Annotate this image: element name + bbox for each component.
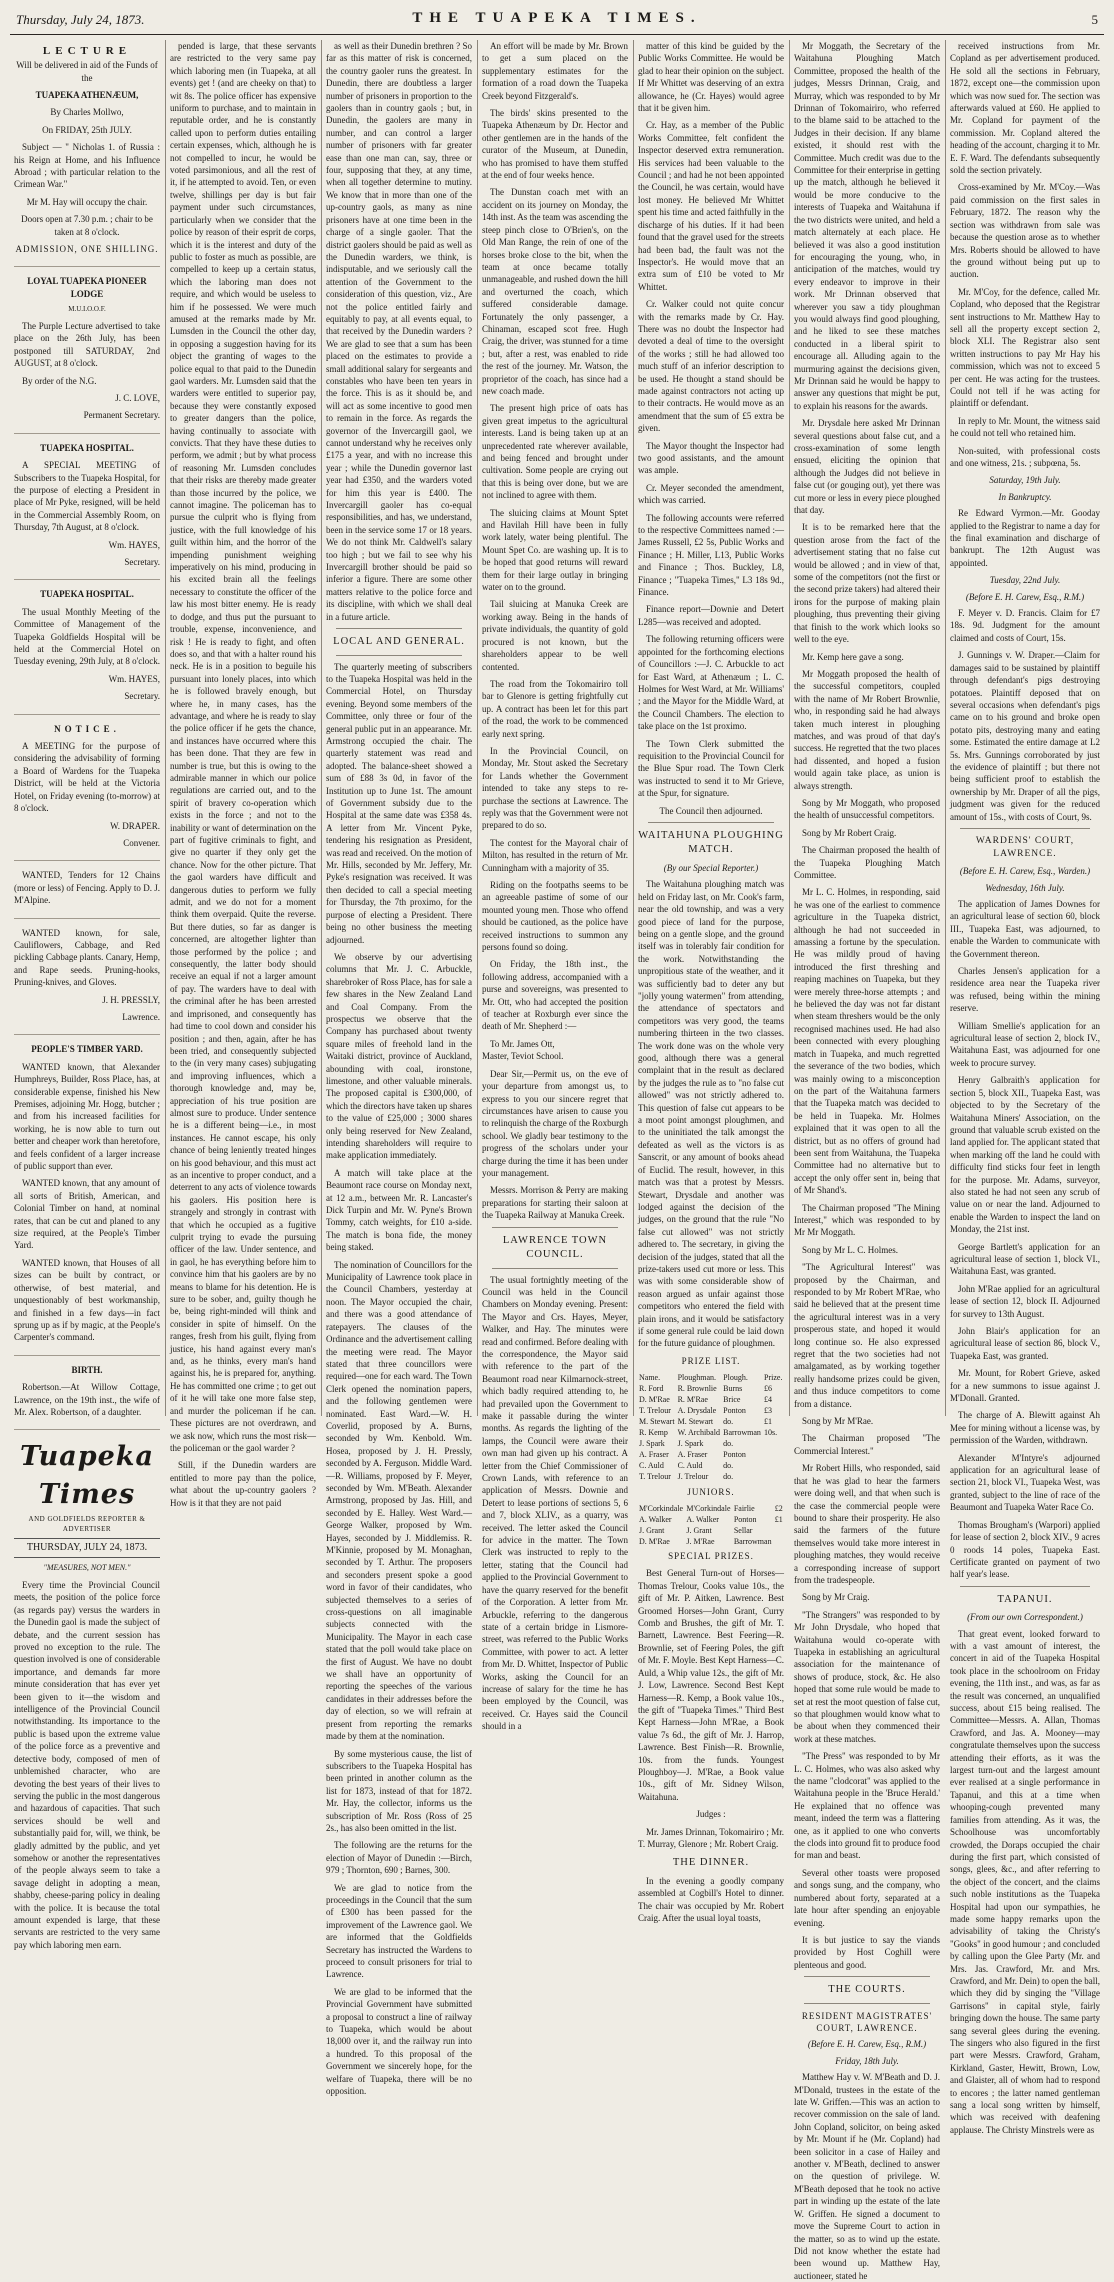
court-report: Non-suited, with professional costs and one witness, 21s. ; subpœna, 5s. bbox=[950, 445, 1100, 468]
section-heading: THE COURTS. bbox=[828, 1984, 906, 1996]
table-header-cell: Prize. bbox=[764, 1373, 783, 1383]
lecture-chair: Mr M. Hay will occupy the chair. bbox=[26, 196, 148, 207]
table-cell: R. M'Rae bbox=[677, 1395, 708, 1405]
juniors-title: JUNIORS. bbox=[687, 1486, 735, 1497]
dinner-report: The Chairman proposed "The Mining Interest," which was responded to by Mr Mr Moggath. bbox=[794, 1202, 940, 1238]
table-cell: £2 bbox=[774, 1503, 783, 1513]
masthead bbox=[0, 0, 1114, 36]
lodge-title: LOYAL TUAPEKA PIONEER LODGE bbox=[27, 276, 147, 299]
lecture-subject: Subject — " Nicholas 1. of Russia : his Reign at Home, and his Influence Abroad ; with particular relation to the Crimean War." bbox=[14, 142, 160, 190]
council-report: Cr. Meyer seconded the amendment, which was carried. bbox=[638, 482, 784, 506]
table-cell: £6 bbox=[764, 1384, 772, 1394]
notice-role: Convener. bbox=[123, 837, 160, 848]
dinner-report: "The Press" was responded to by Mr L. C. Holmes, who was also asked why the name "clodcorat" was applied to the Waitahuna people in the 'Bruce Herald.' He explained that no offence was meant, indeed the term was a flattering one, as it applied to one who converts the clods into ground fit to produce food for man and beast. bbox=[794, 1751, 940, 1861]
match-report: The Waitahuna ploughing match was held on Friday last, on Mr. Cook's farm, near the old township, and was a very good piece of land for the purpose, being on a gentle slope, and the ground itself was in tolerably fair condition for the work. Notwithstanding the unpropitious state of the weather, and it was sufficiently bad to deter any but "jolly young watermen" from attending, the attendance of spectators and competitors was very good, the teams numbering thirteen in the two classes. The work done was on the whole very good, although there was a general complaint that in the result as declared by the judges the rule as to "no false cut allowed" was not strictly adhered to. This question of false cut appears to be a moot point amongst ploughmen, and to the uninitiated the talk amongst the defeated as well as the victors is as Sanscrit, or any amount of books ahead of Euclid. The result, however, in this match was that a protest by Messrs. Stewart, Drysdale and another was lodged against the decision of the judges, on the ground that the rule "No false cut allowed" was not strictly adhered to. The secretary, in giving the decision of the judges, stated that all the prize-takers used cut more or less. This was with some considerable show of reason argued as unfair against those competitors who entered the field with plain irons, and it would be satisfactory if some general rule could be laid down for the future guidance of ploughmen. bbox=[638, 879, 784, 1349]
lecture-admission: ADMISSION, ONE SHILLING. bbox=[15, 244, 159, 255]
column-4 bbox=[482, 40, 628, 1732]
table-cell: £1 bbox=[774, 1514, 783, 1524]
section-divider bbox=[492, 1227, 618, 1228]
masthead-rule bbox=[10, 34, 1104, 35]
news-item: The birds' skins presented to the Tuapeka Athenæum by Dr. Hector and other gentlemen are in the hands of the curator of the Museum, at Dunedin, who has promised to have them stuffed at the end of four weeks hence. bbox=[482, 108, 628, 181]
dinner-report: Song by Mr L. C. Holmes. bbox=[802, 1244, 899, 1255]
table-cell bbox=[774, 1525, 784, 1536]
court-subheading: In Bankruptcy. bbox=[998, 491, 1052, 502]
lodge-body: The Purple Lecture advertised to take place on the 26th July, has been postponed till SATURDAY, 2nd AUGUST, at 8 o'clock. bbox=[14, 320, 160, 369]
news-item: The following are the returns for the election of Mayor of Dunedin :—Birch, 979 ; Thornton, 690 ; Barnes, 300. bbox=[326, 1840, 472, 1876]
dinner-report: Mr. Kemp here gave a song. bbox=[802, 651, 904, 662]
news-item: In the Provincial Council, on Monday, Mr. Stout asked the Secretary for Lands whether the Government intended to take any steps to re-purchase the sections at Lawrence. The reply was that the Government were not prepared to do so. bbox=[482, 745, 628, 831]
section-heading: THE DINNER. bbox=[672, 1857, 750, 1869]
table-header-cell: Name. bbox=[639, 1373, 661, 1383]
table-cell: T. Trelour bbox=[639, 1406, 671, 1416]
wanted-place: Lawrence. bbox=[122, 1011, 160, 1022]
lecture-ad bbox=[14, 40, 160, 267]
section-subheading: (By our Special Reporter.) bbox=[663, 862, 759, 873]
table-cell: Brice bbox=[723, 1395, 741, 1405]
lodge-signature: J. C. LOVE, bbox=[115, 392, 160, 403]
junior-table bbox=[638, 1503, 784, 1547]
table-cell bbox=[763, 1471, 784, 1482]
court-report: Henry Galbraith's application for section 5, block XII., Tuapeka East, was objected to by the Secretary of the Waitahuna Miners' Association, on the ground that valuable scrub existed on the land applied for. The applicant stated that when marking off the land he could with difficulty find sticks four feet in length for the purpose. Mr. Adams, surveyor, also stated he had not seen any scrub of value on or near the land. Adjourned to enable the Warden to inspect the land on Monday, the 21st inst. bbox=[950, 1075, 1100, 1235]
news-item: Dear Sir,—Permit us, on the eve of your departure from amongst us, to express to you our sincere regret that circumstances have arisen to cause you to relinquish the charge of the Roxburgh school. We gladly bear testimony to the progress of the scholars under your charge during the time it has been under your management. bbox=[482, 1068, 628, 1178]
section-divider bbox=[804, 2003, 930, 2004]
section-divider bbox=[804, 1976, 930, 1977]
junior-table-body bbox=[638, 1503, 784, 1547]
table-cell: J. Spark bbox=[677, 1439, 704, 1449]
table-cell: A. Walker bbox=[639, 1514, 672, 1524]
editorial-text: pended is large, that these servants are restricted to the very same pay which laboring men (in Tuapeka, at all events) get ! (and are cheeky on that) to wit 8s. The police officer has expensive uniform to purchase, and to maintain in reputable order, and he is constantly called upon to perform duties entailing certain expenses, which, although he is not compelled to incur, he would be voted parsimonious, and all the rest of it, if he attempted to avoid. Ten, or even twelve, shillings per day is but fair payment under such circumstances, particularly when we consider that the police by reason of their esprit de corps, which it is the interest and duty of the public to foster as much as possible, are compelled to keep up a certain status, which the laboring man does not require, and which would be useless to him if he possessed. We were much amused at the remarks made by Mr. Lumsden in the Council the other day, in opposing a suggestion having for its object the granting of wages to the police equal to that paid to the Dunedin gaol warders. Mr. Lumsden said that the warders were entitled to superior pay, because they were constantly exposed to greater dangers than the police, having continually to associate with convicts. That they have these duties to perform, we admit ; but by what process of reasoning Mr. Lumsden concludes that their risks are thereby made greater than those incurred by the police, we cannot imagine. The policeman has to pursue the culprit who is flying from justice, with the full knowledge of his guilt within him, and the horror of the impending punishment weighing imperatively on his mind, producing in his excited brain all the feelings necessary to constitute the officer of the law his most bitter enemy. He is ready to dodge, and thus put the pursuant to trouble, expense, inconvenience, and risk ! He is ready to fight, and often does so, and that with a halter round his neck. He is in a position to beguile his pursuant into lonely places, into which he is followed bravely enough, but where he, in many cases, has the advantage, and where he is ready to slay the police officer if he gets the chance, and instances have occurred where this has been done. That they are few in number is true, but this is owing to the admirable manner in which our police regulations are carried out, and to the spirit of bravery co-operation which exists in the force ; and not to the inability or want of determination on the part of fugitive criminals to fight, and give no quarter if they only get the chance. Now for the other picture. That the gaol warders have difficult and dangerous duties to perform we fully admit, and we do not for a moment think them overpaid. Quite the reverse. But there duties, so far as danger is concerned, are altogether lighter than those performed by the police ; and consequently, the latter body should receive an equal if not a larger amount of pay. The warders have to deal with the criminal after he has been arrested and imprisoned, and consequently has had time to cool down and consider his position ; and then, again, after he has been tried, and consequently subjected to the (in very many cases) subjugating and improving influences, which a thorough knowledge and, may be, appreciation of his true position are almost sure to produce. Under sentence he is a different being—i.e., in most instances. He cannot escape, his only chance of being leniently treated hinges on his good behaviour, and this must act as an incentive to proper conduct, and a deterrent to any acts of violence towards his gaolers. His position here is strangely and strongly in contrast with that which he occupied as a fugitive culprit trying to evade the pursuing officer of the law. Under sentence, and in gaol, he has everything before him to convince him that his gaolers are by no means to blame for his detention. He is sure to be sober, and, guilty though he be, being right-minded will think and consider in spite of himself. On the ranges, fresh from his guilt, flying from justice, his hand against every man's and, as he thinks, every man's hand against his, he is prepared for, anything. He has committed one crime ; to get out of it he will take one more false step, and murder the policeman if he can. These pictures are not overdrawn, and we ask now, which runs the most risk—the policeman or the gaol warder ? bbox=[170, 41, 316, 1453]
wanted-body: WANTED, Tenders for 12 Chains (more or less) of Fencing. Apply to D. J. M'Alpine. bbox=[14, 870, 160, 906]
dinner-report: Song by Mr Moggath, who proposed the health of unsuccessful competitors. bbox=[794, 797, 940, 821]
lodge-ad bbox=[14, 271, 160, 433]
court-report: In reply to Mr. Mount, the witness said he could not tell who retained him. bbox=[950, 415, 1100, 439]
prize-list-title: PRIZE LIST. bbox=[681, 1355, 741, 1366]
hospital-role: Secretary. bbox=[124, 691, 160, 702]
table-row bbox=[638, 1514, 784, 1525]
court-report: William Smellie's application for an agricultural lease of section 2, block IV., Waitahuna East, was adjourned for one week to procure survey. bbox=[950, 1020, 1100, 1068]
section-heading: WARDENS' COURT, LAWRENCE. bbox=[975, 835, 1075, 860]
correspondent-report: That great event, looked forward to with a vast amount of interest, the concert in aid of the Tuapeka Hospital took place in the schoolroom on Friday evening, the 11th inst., and was, as far as the result was concerned, an unqualified success, about £15 being realised. The Committee—Messrs. A. Allan, Thomas Crawford, and Jas. A. Mooney—may congratulate themselves upon the success attending their efforts, as it was the largest turn-out and the largest amount ever realised at a single performance in Tapanui, and this at a time when whooping-cough prevented many families from attending. As it was, the Schoolhouse was uncomfortably crowded, the Doraps occupied the chair during the first part, which consisted of songs, glees, &c., and after referring to the object of the concert, and the claims such noble institutions as the Tuapeka Hospital had upon our sympathies, he made some happy remarks upon the advisability of taking the Christy's "Gooks" in good humour ; and concluded by calling upon the Glee Party (Mr. and Mrs. Jas. Crawford, Mr. and Mrs. Crawford, and Mr. Dein) to open the ball, which they did by singing the "Village Garrisons" in capital style, fairly bringing down the house. The same party sang several glees during the evening. The singers who also figured in the first part were Messrs. Crawford, Graham, Kirkland, Gaster, Hewitt, Brown, Low, and Glaister, all of whom had to respond to encores ; the latter named gentleman sang a local song written by himself, which was received with deafening applause. The Christy Minstrels were as bbox=[950, 1628, 1100, 2135]
news-item: The Dunstan coach met with an accident on its journey on Monday, the 14th inst. As the team was ascending the steep pinch close to O'Brien's, on the Old Man Range, the rein of one of the horses broke close to the bit, when the team at once became totally unmanageable, and rushed down the hill and overturned the coach, which suffered considerable damage. Fortunately the only passenger, a Chinaman, escaped scot free. Hugh Craig, the driver, was stunned for a time ; but, after a rest, was enabled to ride the rest of the journey. Mr. Watson, the proprietor of the coach, has since had a new coach made. bbox=[482, 187, 628, 396]
table-cell: C. Auld bbox=[639, 1461, 664, 1471]
timber-wanted: WANTED known, that Alexander Humphreys, Builder, Ross Place, has, at considerable expense, finished his New Premises, adjoining Mr. Hogg, butcher ; and from his increased facilities for working, he is now able to turn out better and cheaper work than heretofore, and feels confident of a larger increase of public support than ever. bbox=[14, 1061, 160, 1172]
court-report: Charles Jensen's application for a residence area near the Tuapeka river was refused, being within the mining reserve. bbox=[950, 966, 1100, 1014]
birth-body: Robertson.—At Willow Cottage, Lawrence, on the 19th inst., the wife of Mr. Alex. Robertson, of a daughter. bbox=[14, 1382, 160, 1417]
table-cell: J. M'Rae bbox=[686, 1537, 715, 1546]
court-date: Tuesday, 22nd July. bbox=[989, 575, 1061, 586]
news-item: We are glad to notice from the proceedings in the Council that the sum of £300 has been passed for the improvement of the Lawrence gaol. We are informed that the Goldfields Secretary has instructed the Wardens to proceed to consult prisoners for trial to Lawrence. bbox=[326, 1882, 472, 1980]
wanted-body: WANTED known, for sale, Cauliflowers, Cabbage, and Red pickling Cabbage plants. Canary, Hemp, and Rape seeds. Pruning-hooks, Pruning-knives, and Gloves. bbox=[14, 927, 160, 988]
dinner-report: In the evening a goodly company assembled at Cogbill's Hotel to dinner. The chair was occupied by Mr. Robert Craig. After the usual loyal toasts, bbox=[638, 1875, 784, 1924]
news-item: Riding on the footpaths seems to be an agreeable pastime of some of our mounted young men. Those who offend should be cautioned, as the police have received instructions to summon any persons found so doing. bbox=[482, 880, 628, 953]
table-header-cell: Ploughman. bbox=[677, 1373, 717, 1383]
table-row bbox=[638, 1460, 784, 1471]
table-cell: J. Trelour bbox=[677, 1472, 709, 1482]
hospital-signature: Wm. HAYES, bbox=[108, 673, 160, 684]
table-cell: Ponton bbox=[723, 1406, 746, 1416]
court-before: (Before E. H. Carew, Esq., R.M.) bbox=[965, 591, 1085, 602]
lecture-by: By Charles Mollwo, bbox=[50, 107, 124, 118]
table-cell bbox=[774, 1536, 784, 1547]
news-item: An effort will be made by Mr. Brown to get a sum placed on the supplementary estimates for the formation of a road down the Tuapeka Creek beyond Fitzgerald's. bbox=[482, 41, 628, 101]
dinner-report: The Chairman proposed "The Commercial Interest." bbox=[794, 1433, 940, 1456]
news-item: The road from the Tokomairiro toll bar to Glenore is getting frightfully cut up. A contract has been let for this part of the road, the work to be commenced early next spring. bbox=[482, 678, 628, 739]
section-heading: TAPANUI. bbox=[997, 1593, 1053, 1605]
dinner-report: Song by Mr Craig. bbox=[802, 1592, 870, 1603]
editorial-text: Still, if the Dunedin warders are entitled to more pay than the police, what about the up-country gaolers ? How is it that they are not paid bbox=[170, 1460, 316, 1508]
masthead-title: THE TUAPEKA TIMES. bbox=[412, 10, 702, 26]
dinner-report: Mr Moggath proposed the health of the successful competitors, coupled with the name of Mr Robert Brownlie, who, in responding said he had always taken much interest in ploughing matches, and was proud of that day's success. He regretted that the two places had dissented, and hoped a fusion would again take place, as union is always strength. bbox=[794, 668, 940, 791]
column-2 bbox=[170, 40, 316, 1508]
column-1 bbox=[14, 40, 160, 1950]
dinner-report: "The Agricultural Interest" was proposed by the Chairman, and responded to by Mr Robert M'Rae, who said he believed that at the present time the agricultural interest was in a very prosperous state, and hoped it would long continue so. He also expressed regret that the two societies had not amalgamated, as by working together really handsome prizes could be given, and thus induce competitors to come from a distance. bbox=[794, 1262, 940, 1409]
page-number: 5 bbox=[1091, 12, 1098, 27]
column-divider bbox=[477, 40, 478, 1416]
table-cell: M'Corkindale bbox=[639, 1503, 684, 1513]
table-cell: W. Archibald bbox=[677, 1428, 720, 1438]
court-before: (Before E. H. Carew, Esq., Warden.) bbox=[959, 866, 1091, 877]
table-cell: do. bbox=[723, 1472, 734, 1482]
dinner-report: Mr L. C. Holmes, in responding, said he was one of the earliest to commence agriculture in the Tuapeka district, although he had not succeeded in amassing a fortune by the speculation. He was mildly proud of having introduced the first threshing and reaping machines on Tuapeka, but they were merely three-horse attempts ; and he believed the day was not far distant when steam threshers would be the only recognised machines used. He had also been connected with every ploughing match in Tuapeka, and much regretted the severance of the two bodies, which was mainly owing to a misconception on the part of the Waitahuna farmers that the Tuapeka match was decided to be held in Tuapeka. Mr. Holmes explained that it was open to all the district, but as no offers of ground had been sent from Waitahuna, the Tuapeka Committee had no alternative but to accept the only offer sent in, being that of Mr Shand's. bbox=[794, 887, 940, 1196]
column-divider bbox=[789, 40, 790, 1416]
news-item: A match will take place at the Beaumont race course on Monday next, at 12 a.m., between Mr. R. Lancaster's Dick Turpin and Mr. W. Pyne's Brown Tommy, catch weights, for £10 a-side. The match is bona fide, the money being staked. bbox=[326, 1167, 472, 1253]
news-item: The present high price of oats has given great impetus to the agricultural interests. Land is being taken up at an unprecedented rate wherever available, and being fenced and brought under cultivation. Some people are crying out that this is being over done, but we are not inclined to agree with them. bbox=[482, 403, 628, 501]
lodge-order: By order of the N.G. bbox=[22, 375, 97, 386]
section-divider bbox=[648, 822, 774, 823]
table-cell: M'Corkindale bbox=[686, 1503, 731, 1513]
court-report: Cross-examined by Mr. M'Coy.—Was paid commission on the first sales in February, 1872. The reason why the section was withdrawn from sale was because the question arose as to whether Mrs. Roberts should be allowed to have the ground without being put up to auction. bbox=[950, 182, 1100, 280]
dinner-report: The Chairman proposed the health of the Tuapeka Ploughing Match Committee. bbox=[794, 845, 940, 880]
table-row bbox=[638, 1416, 784, 1427]
table-cell: A. Walker bbox=[686, 1514, 719, 1524]
table-cell: C. Auld bbox=[677, 1461, 703, 1471]
section-divider bbox=[336, 655, 462, 656]
column-3 bbox=[326, 40, 472, 2097]
court-report: Mr. Mount, for Robert Grieve, asked for a new summons to issue against J. M'Donall. Granted. bbox=[950, 1368, 1100, 1404]
section-divider bbox=[960, 828, 1090, 829]
timber-wanted: WANTED known, that Houses of all sizes can be built by contract, or otherwise, of best material, and unquestionably of best workmanship, and finished in a few days—in fact sprung up as if by magic, at the People's Carpenter's command. bbox=[14, 1257, 160, 1343]
news-item: We are glad to be informed that the Provincial Government have submitted a proposal to construct a line of railway to Tuapeka, which would be about 18,000 over it, and the railway run into a hundred. To this proposal of the Government we sincerely hope, for the welfare of Tuapeka, there will be no opposition. bbox=[326, 1986, 472, 2097]
prize-table-body bbox=[638, 1383, 784, 1482]
table-row bbox=[638, 1503, 784, 1514]
column-5 bbox=[638, 40, 784, 1924]
council-report: The Town Clerk submitted the requisition to the Provincial Council for the Blue Spur road. The Town Clerk was instructed to send it to Mr Grieve, at the Spur, for signature. bbox=[638, 738, 784, 799]
court-report: The charge of A. Blewitt against Ah Mee for mining without a license was, by permission of the Warden, withdrawn. bbox=[950, 1410, 1100, 1446]
news-item: The sluicing claims at Mount Sptet and Havilah Hill have been in fully work lately, water being plentiful. The Mount Spet Co. are washing up. It is to be hoped that good returns will reward them for their large outlay in bringing water on to the ground. bbox=[482, 507, 628, 593]
news-item: The quarterly meeting of subscribers to the Tuapeka Hospital was held in the Commercial Hotel, on Thursday evening. Beyond some members of the Committee, only three or four of the general public put in an appearance. Mr. Armstrong occupied the chair. The quarterly statement was read and adopted. The balance-sheet showed a sum of £88 3s 0d, in favor of the Institution up to June 1st. The amount of Government subsidy due to the Hospital at the same date was £358 4s. A letter from Mr. Vincent Pyke, tendering his resignation as President, was read and received. On the motion of Mr. Hills, seconded by Mr. Jeffery, Mr. Pyke's resignation was received. It was then decided to call a special meeting for Thursday, the 7th proximo, for the purpose of electing a President. There being no other business the meeting adjourned. bbox=[326, 661, 472, 945]
table-cell: J. Spark bbox=[639, 1439, 665, 1449]
court-heading: RESIDENT MAGISTRATES' COURT, LAWRENCE. bbox=[801, 2010, 933, 2034]
dinner-report: Mr Robert Hills, who responded, said that he was glad to hear the farmers were doing well, and that when such is the case the commercial people were bound to share their prosperity. He also said the farmers of the future themselves would take more interest in ploughing matches, they would receive a corresponding increase of support from the tradespeople. bbox=[794, 1463, 940, 1585]
timber-ad bbox=[14, 1039, 160, 1355]
lecture-date: On FRIDAY, 25th JULY. bbox=[42, 124, 132, 135]
table-cell: £3 bbox=[764, 1406, 772, 1416]
dinner-report: It is to be remarked here that the question arose from the fact of the advertisement stating that no false cut would be allowed ; and in view of that, some of the competitors (not the first or the second prize takers) had altered their irons for the purpose of making plain ploughing, thus preventing their giving that finish to the work which looks so well to the eye. bbox=[794, 522, 940, 645]
paper-dateline: THURSDAY, JULY 24, 1873. bbox=[14, 1538, 160, 1558]
column-divider bbox=[321, 40, 322, 1416]
news-item: Tail sluicing at Manuka Creek are working away. Being in the hands of private individuals, the quantity of gold procured is not known, but the shareholders appear to be well contented. bbox=[482, 599, 628, 672]
news-item: By some mysterious cause, the list of subscribers to the Tuapeka Hospital has been printed in another column as the list for 1873, instead of that for 1872. Mr. Hay, the collector, informs us the subscription of Mr. Ross (Ross of 25 2s., has also been omitted in the list. bbox=[326, 1748, 472, 1833]
nameplate-subtitle: AND GOLDFIELDS REPORTER & ADVERTISER bbox=[28, 1514, 146, 1533]
court-report: Matthew Hay v. W. M'Beath and D. J. M'Donald, trustees in the estate of the late W. Griffen.—This was an action to recover commission on the sale of land. John Copland, solicitor, on being asked by Mr. Mount if he (Mr. Copland) had been solicitor in a case of Hailey and another v. M'Beath, declined to answer on the question of privilege. W. M'Beath deposed that he took no active part in winding up the estate of the late W. Griffen. He signed a document to move the Supreme Court to action in the matter, so as to wind up the estate. Did not know whether the estate had been wound up. Matthew Hay, auctioneer, stated he bbox=[794, 2072, 940, 2281]
wanted-signature: J. H. PRESSLY, bbox=[102, 994, 160, 1005]
hospital-ad-1 bbox=[14, 438, 160, 581]
table-row bbox=[638, 1383, 784, 1394]
table-cell: Barrowman bbox=[733, 1537, 772, 1546]
court-before: (Before E. H. Carew, Esq., R.M.) bbox=[807, 2039, 927, 2050]
council-report: The Mayor thought the Inspector had two good assistants, and the amount was ample. bbox=[638, 440, 784, 476]
table-cell: £4 bbox=[764, 1395, 772, 1405]
special-prizes-title: SPECIAL PRIZES. bbox=[668, 1551, 754, 1562]
table-cell: Fairlie bbox=[733, 1503, 755, 1513]
table-header-cell: Plough. bbox=[723, 1373, 748, 1383]
notice-signature: W. DRAPER. bbox=[110, 820, 160, 831]
editorial-text: as well as their Dunedin brethren ? So far as this matter of risk is concerned, the country gaoler runs the greatest. In Dunedin, there are doubtless a larger number of prisoners in proportion to the gaolers than in country gaols ; but, in Dunedin, the gaolers are many in number, and can control a larger number of prisoners with far greater ease than one man can, say, three or four, supposing that they, at any time, when all together determine to mutiny. We know that in more than one of the up-country gaols, as many as nine prisoners have at one time been in the charge of a single gaoler. That the district gaolers should be paid as well as the Dunedin warders, we think, is indisputable, and we seriously call the attention of the Government to the consideration of this question, viz., Are not the police entitled fairly and equitably to pay, at all events equal, to that received by the Dunedin warders ? We are glad to see that a sum has been placed on the estimates to provide a small additional salary for sergeants and constables who have been ten years in the force. This is as it should be, and will act as some incentive to good men to remain in the force. As regards the governor of the Invercargill gaol, we cannot understand why he receives only £175 a year, and with no increase this year ; while the Dunedin governor last year had £350, and the warders voted for him this year is £400. The Invercargill gaoler has co-equal responsibilities, and has, we understand, been in the service some 17 or 18 years. We do not think Mr. Caldwell's salary too high ; but we fail to see why his Invercargill brother should be paid so inferior a figure. There are some other matters relative to the police force and its discipline, with which we shall deal in a future article. bbox=[326, 41, 472, 622]
dinner-report: Song by Mr Robert Craig. bbox=[802, 827, 897, 838]
court-report: J. Gunnings v. W. Draper.—Claim for damages said to be sustained by plaintiff through defendant's pigs destroying potatoes. Plaintiff deposed that on several occasions when defendant's pigs came on to his ground and broke open potato pits, destroying many and eating some. Estimated the entire damage at L2 5s. Mrs. Gunnings corroborated by just the evidence of plaintiff ; but there not being sufficient proof to establish the ownership by Mr. Draper of all the pigs, judgment was given for the reduced amount of 15s., with costs of Court, 9s. bbox=[950, 650, 1100, 822]
section-heading: WAITAHUNA PLOUGHING MATCH. bbox=[638, 829, 784, 856]
news-item: We observe by our advertising columns that Mr. J. C. Arbuckle, sharebroker of Ross Place, has for sale a few shares in the New Zealand Land and Coal Company. From the prospectus we observe that the Company has purchased about twenty square miles of freehold land in the Waitaki district, province of Auckland, abounding with coal, ironstone, limestone, and other valuable minerals. The proposed capital is £300,000, of which the directors have taken up shares to the value of £25,000 ; 3000 shares only being reserved for New Zealand, intending shareholders will require to make application immediately. bbox=[326, 951, 472, 1161]
editorial-text: Every time the Provincial Council meets, the position of the police force (as regards pay) versus the warders in the Dunedin gaol is made the subject of debate, and the current session has proved no exception to the rule. The question involved is one of considerable importance, and demands far more minute consideration that has ever yet been given to it—the wisdom and intelligence of the Provincial Council notwithstanding. Its importance to the public is based upon the extreme value of the police force as a preventive and detective body, composed of men of unblemished character, who are devoting the best years of their lives to serving the public in the most dangerous and hazardous of capacities. That such services should be well and substantially paid for, will, we think, be gladly admitted by the public, and yet somehow or another the representatives of the people always seem to take a savage delight in adopting a mean, shabby, cheese-paring policy in dealing with the police. It is because the total amount expended is large, that these servants are restricted to the very same pay which laboring men earn. bbox=[14, 1580, 160, 1950]
council-report: The usual fortnightly meeting of the Council was held in the Council Chambers on Monday evening. Present: The Mayor and Crs. Hayes, Meyer, Walker, and Hay. The minutes were read and confirmed. Before dealing with the correspondence, the Mayor said with reference to the part of the Beaumont road near Kilmarnock-street, which badly required attending to, he had prevailed upon the Government to make it passable during the winter months. As regards the lighting of the lamps, the Council were aware their own man had given up his contract. A letter from the Chief Commissioner of Crown Lands, with reference to an application of Messrs. Downie and Detert to lease portions of sections 5, 6 and 7, block XLIV., as a quarry, was received. The letter asked the Council for advice in the matter. The Town Clerk was instructed to reply to the letter, stating that the Council had applied to the Provincial Government to have the quarry reserved for the benefit of the Corporation. A letter from Mr. Arbuckle, referring to the dangerous state of a certain bridge in Lismore-street, was referred to the Public Works Committee, with power to act. A letter from Mr. D. Whittet, Inspector of Public Works, asking the Council for an increase of salary for the time he has been employed by the Council, was received. Cr. Hayes said the Council should in a bbox=[482, 1274, 628, 1732]
table-cell: R. Ford bbox=[639, 1384, 664, 1394]
news-item: Messrs. Morrison & Perry are making preparations for starting their saloon at the Tuapeka Railway at Manuka Creek. bbox=[482, 1185, 628, 1221]
table-row bbox=[638, 1394, 784, 1405]
news-item: To Mr. James Ott, Master, Teviot School. bbox=[482, 1038, 564, 1062]
lodge-sub: M.U.I.O.O.F. bbox=[68, 305, 106, 314]
court-report: Re Edward Vyrmon.—Mr. Gooday applied to the Registrar to name a day for the final examination and discharge of bankrupt. The 12th August was appointed. bbox=[950, 508, 1100, 568]
special-prizes: Best General Turn-out of Horses—Thomas Trelour, Cooks value 10s., the gift of Mr. P. Aitken, Lawrence. Best Groomed Horses—John Grant, Curry Comb and Brushes, the gift of Mr. T. Barnett, Lawrence. Best Feering—R. Brownlie, set of Feering Poles, the gift of Mr. F. Moyle. Best Kept Harness—C. Auld, a Whip value 12s., the gift of Mr. J. Low, Lawrence. Second Best Kept Harness—R. Kemp, a Book value 10s., the gift of "Tuapeka Times." Third Best Kept Harness—John M'Rae, a Book value 7s 6d., the gift of Mr. J. Harrop, Lawrence. Best Finish—R. Brownlie, 10s. from the funds. Youngest Ploughboy—J. M'Rae, a Book value 10s., gift of Mr. Sidney Wilson, Waitahuna. bbox=[638, 1568, 784, 1802]
timber-wanted: WANTED known, that any amount of all sorts of British, American, and Colonial Timber on hand, at nominal rates, that can be cut and planed to any size required, at the People's Timber Yard. bbox=[14, 1178, 160, 1251]
table-cell bbox=[763, 1449, 784, 1460]
court-report: The application of James Downes for an agricultural lease of section 60, block III., Tuapeka East, was adjourned, to enable the Warden to communicate with the Government thereon. bbox=[950, 899, 1100, 959]
table-cell: M. Stewart bbox=[639, 1417, 675, 1427]
news-item: The contest for the Mayoral chair of Milton, has resulted in the return of Mr. Cunningham with a majority of 35. bbox=[482, 837, 628, 873]
table-cell: J. Grant bbox=[639, 1525, 665, 1535]
column-6 bbox=[794, 40, 940, 2281]
table-cell: M. Stewart bbox=[677, 1417, 714, 1427]
court-report: John Blair's application for an agricultural lease of section 86, block V., Tuapeka East, was granted. bbox=[950, 1326, 1100, 1361]
council-report: Finance report—Downie and Detert L285—was received and adopted. bbox=[638, 604, 784, 627]
table-cell: D. M'Rae bbox=[639, 1537, 670, 1546]
table-cell bbox=[763, 1460, 784, 1471]
lecture-doors: Doors open at 7.30 p.m. ; chair to be taken at 8 o'clock. bbox=[21, 214, 153, 237]
section-divider bbox=[960, 1586, 1090, 1587]
birth-notice bbox=[14, 1360, 160, 1431]
notice-body: A MEETING for the purpose of considering the advisability of forming a Board of Wardens for the Tuapeka District, will be held at the Victoria Hotel, on Friday evening (to-morrow) at 8 o'clock. bbox=[14, 741, 160, 814]
court-report: John M'Rae applied for an agricultural lease of section 12, block II. Adjourned for survey to 13th August. bbox=[950, 1283, 1100, 1319]
table-cell: A. Fraser bbox=[677, 1450, 708, 1460]
timber-title: PEOPLE'S TIMBER YARD. bbox=[31, 1044, 143, 1055]
court-report: F. Meyer v. D. Francis. Claim for £7 18s. 9d. Judgment for the amount claimed and costs of Court, 15s. bbox=[950, 608, 1100, 643]
table-cell: £1 bbox=[764, 1417, 772, 1427]
hospital-body: A SPECIAL MEETING of Subscribers to the Tuapeka Hospital, for the purpose of electing a President in place of Mr Pyke, resigned, will be held in the Commercial Assembly Room, on Thursday, 7th August, at 8 o'clock. bbox=[14, 460, 160, 533]
hospital-body: The usual Monthly Meeting of the Committee of Management of the Tuapeka Goldfields Hospital will be held at the Commercial Hotel on Tuesday evening, 29th July, at 8 o'clock. bbox=[14, 606, 160, 667]
table-row bbox=[638, 1449, 784, 1460]
wanted-ad-1 bbox=[14, 865, 160, 918]
table-cell: do. bbox=[723, 1439, 734, 1449]
table-cell: do. bbox=[723, 1417, 734, 1427]
table-row bbox=[638, 1438, 784, 1449]
court-date: Saturday, 19th July. bbox=[989, 475, 1061, 486]
court-date: Friday, 18th July. bbox=[835, 2055, 899, 2066]
dinner-report: Mr. Drysdale here asked Mr Drinnan several questions about false cut, and a cross-examination of some length ensued, eliciting the opinion that although the Judges did not believe in false cut (or gouging out), yet there was cut more or less in every piece ploughed that day. bbox=[794, 418, 940, 516]
lecture-line: Will be delivered in aid of the Funds of the bbox=[16, 60, 158, 83]
news-item: On Friday, the 18th inst., the following address, accompanied with a purse and sovereigns, was presented to Mr. Ott, who had accepted the position of teacher at Roxburgh ever since the death of Mr. Shepherd :— bbox=[482, 959, 628, 1032]
column-divider bbox=[633, 40, 634, 1416]
table-row bbox=[638, 1405, 784, 1416]
prize-table bbox=[638, 1372, 784, 1482]
news-item: The nomination of Councillors for the Municipality of Lawrence took place in the Council Chambers, yesterday at noon. The Mayor occupied the chair, and there was a good attendance of ratepayers. The clauses of the Ordinance and the advertisement calling the meeting were read. The Mayor stated that three councillors were required—one for each ward. The Town Clerk opened the nomination papers, and the following gentlemen were nominated. East Ward.—W. H. Coverlid, proposed by A. Burns, seconded by Wm. Kenbold. Wm. Hosea, proposed by J. H. Pressly, seconded by A. Ferguson. Middle Ward.—R. Williams, proposed by F. Meyer, seconded by Wm. M'Beath. Alexander Armstrong, proposed by Jas. Hill, and seconded by E. Halley. West Ward.—George Walker, proposed by Wm. Hayes, seconded by J. Middlemiss. R. M'Kinnie, proposed by M. Monaghan, seconded by T. Arthur. The proposers and seconders present spoke a good word in favor of their candidates, who subjected themselves to a series of cross-questions on all imaginable subjects connected with the Municipality. The Mayor in each case stated that the poll would take place on the first of August. We have no doubt we shall have an opportunity of reporting the speeches of the various candidates in their addresses before the day of election, so we will refrain at present from reporting the remarks made by them at the nomination. bbox=[326, 1259, 472, 1742]
hospital-signature: Wm. HAYES, bbox=[108, 539, 160, 550]
table-cell: R. Kemp bbox=[639, 1428, 668, 1438]
judges-title: Judges : bbox=[696, 1809, 726, 1820]
column-divider bbox=[165, 40, 166, 1416]
prize-table-header bbox=[638, 1372, 784, 1383]
table-row bbox=[638, 1536, 784, 1547]
table-cell: T. Trelour bbox=[639, 1472, 671, 1482]
masthead-date: Thursday, July 24, 1873. bbox=[16, 12, 145, 27]
council-report: The following accounts were referred to the respective Committees named :—James Russell, £2 5s, Public Works and Finance ; H. Miller, L13, Public Works and Finance ; Thos. Buckley, L8, Finance ; "Tuapeka Times," L3 18s 9d., Finance. bbox=[638, 512, 784, 598]
table-row bbox=[638, 1471, 784, 1482]
column-divider bbox=[945, 40, 946, 1416]
newspaper-nameplate: Tuapeka Times bbox=[20, 1441, 154, 1510]
section-heading: LOCAL AND GENERAL. bbox=[333, 636, 465, 648]
council-report: The following returning officers were appointed for the forthcoming elections of Councillors :—J. C. Arbuckle to act for East Ward, at Athenæum ; L. C. Holmes for West Ward, at Mr. Williams' ; and the Mayor for the Middle Ward, at the Council Chambers. The election to take place on the 1st proximo. bbox=[638, 634, 784, 732]
table-cell: 10s. bbox=[764, 1428, 778, 1438]
court-report: George Bartlett's application for an agricultural lease of section 1, block VI., Waitahuna East, was granted. bbox=[950, 1241, 1100, 1277]
table-cell: A. Drysdale bbox=[677, 1406, 717, 1416]
table-cell: Sellar bbox=[733, 1525, 753, 1535]
hospital-title: TUAPEKA HOSPITAL. bbox=[40, 442, 134, 453]
table-row bbox=[638, 1525, 784, 1536]
dinner-report: Song by Mr M'Rae. bbox=[802, 1416, 874, 1427]
paper-motto: "MEASURES, NOT MEN." bbox=[43, 1562, 131, 1572]
court-report: Alexander M'Intyre's adjourned application for an agricultural lease of section 21, block VI., Tuapeka West, was granted, subject to the line of race of the Beaumont and Tuapeka Water Race Co. bbox=[950, 1452, 1100, 1513]
lecture-venue: TUAPEKA ATHENÆUM, bbox=[35, 89, 139, 100]
section-divider bbox=[336, 628, 462, 629]
section-divider bbox=[492, 1268, 618, 1269]
birth-title: BIRTH. bbox=[71, 1364, 103, 1375]
table-cell: J. Grant bbox=[686, 1525, 712, 1535]
council-report: matter of this kind be guided by the Public Works Committee. He would be glad to hear their opinion on the subject. If Mr Whittet was deserving of an extra allowance, he (Cr. Hayes) would agree that it be given him. bbox=[638, 41, 784, 114]
judges-list: Mr. James Drinnan, Tokomairiro ; Mr. T. Murray, Glenore ; Mr. Robert Craig. bbox=[638, 1826, 784, 1849]
hospital-role: Secretary. bbox=[124, 557, 160, 568]
table-cell: do. bbox=[723, 1461, 734, 1471]
council-report: Cr. Walker could not quite concur with the remarks made by Cr. Hay. There was no doubt the Inspector had devoted a deal of time to the oversight of the works ; still he had allowed too much stuff of an inferior description to be used. He thought a stand should be made against contractors not acting up to their contracts. He would move as an amendment that the sum of £5 extra be given. bbox=[638, 299, 784, 434]
court-date: Wednesday, 16th July. bbox=[985, 882, 1065, 893]
dinner-report: Mr Moggath, the Secretary of the Waitahuna Ploughing Match Committee, proposed the health of the judges, Messrs Drinnan, Craig, and Murray, which was responded to by Mr Drinnan of Tokomairiro, who referred to the blame said to be attached to the Judges in their decision. If any blame existed, it should rest with the Committee. Much credit was due to the Committee for their enterprise in getting up the match, although he believed it would be more conducive to the interests of Tuapeka and Waitahuna if the two districts were united, and held a match alternately at each place. He believed it was also a good institution for encouraging the young, who, in anticipation of the matches, would try every endeavor to improve in their work. Mr Drinnan observed that wherever you saw a tidy ploughman you would always find good ploughing, and he liked to see these matches conducted in a liberal spirit to encourage all. Alluding again to the murmuring against the decisions given, Mr Drinnan said he would be happy to answer any questions that might be put, to explain his reasons for the awards. bbox=[794, 41, 940, 411]
lodge-role: Permanent Secretary. bbox=[83, 410, 160, 421]
notice-title: NOTICE. bbox=[54, 723, 120, 734]
wanted-ad-2 bbox=[14, 923, 160, 1036]
table-cell: Ponton bbox=[723, 1450, 746, 1460]
table-cell: R. Brownlie bbox=[677, 1384, 717, 1394]
section-heading: LAWRENCE TOWN COUNCIL. bbox=[502, 1234, 608, 1261]
table-cell: Ponton bbox=[733, 1514, 757, 1524]
dinner-report: "The Strangers" was responded to by Mr John Drysdale, who hoped that Waitahuna would co-operate with Tuapeka in establishing an agricultural association for the maintenance of shows of produce, stock, &c. He also hoped that some rule would be made to set at rest the moot question of false cut, so that ploughmen would know what to be about when they commenced their work at these matches. bbox=[794, 1609, 940, 1744]
court-report: Mr. M'Coy, for the defence, called Mr. Copland, who deposed that the Registrar sent instructions to Mr. Matthew Hay to sell all the property except section 2, block XLI. The Registrar also sent written instructions to pay Mr Hay his commission, which was not to exceed 5 per cent. He was acting for the trustees. Could not tell if he was acting for plaintiff or defendant. bbox=[950, 286, 1100, 409]
court-report: Thomas Brougham's (Warpori) applied for lease of section 2, block XIV., 9 acres 0 roods 14 poles, Tuapeka East. Certificate granted on payment of two half year's lease. bbox=[950, 1519, 1100, 1580]
court-report: received instructions from Mr. Copland as per advertisement produced. He sold all the sections in February, 1872, except one—the commission upon which was now sued for. The section was afterwards valued at £60. He applied to Mr. Copland for payment of the commission. Mr. Copland altered the heading of the account, charging it to Mr. E. F. Ward. The defendants subsequently sold the section privately. bbox=[950, 41, 1100, 176]
council-report: The Council then adjourned. bbox=[659, 805, 763, 816]
dinner-report: Several other toasts were proposed and songs sung, and the company, who numbered about forty, separated at a late hour after spending an enjoyable evening. bbox=[794, 1867, 940, 1928]
dinner-report: It is but justice to say the viands provided by Host Coghill were plenteous and good. bbox=[794, 1934, 940, 1970]
table-cell: A. Fraser bbox=[639, 1450, 669, 1460]
section-subheading: (From our own Correspondent.) bbox=[967, 1612, 1083, 1623]
lecture-title: LECTURE bbox=[42, 45, 132, 57]
table-cell: D. M'Rae bbox=[639, 1395, 670, 1405]
notice-ad bbox=[14, 719, 160, 862]
table-cell bbox=[763, 1438, 784, 1449]
hospital-ad-2 bbox=[14, 584, 160, 714]
table-row bbox=[638, 1427, 784, 1438]
table-cell: Barrowman bbox=[723, 1428, 761, 1438]
table-cell: Burns bbox=[723, 1384, 743, 1394]
column-7 bbox=[950, 40, 1100, 2135]
hospital-title: TUAPEKA HOSPITAL. bbox=[40, 589, 134, 600]
council-report: Cr. Hay, as a member of the Public Works Committee, felt confident the Inspector deserved extra remuneration. His services had been valuable to the Council ; and had he not been appointed the Council, he was certain, would have lost money. He believed Mr Whittet spent his time and acted faithfully in the discharge of his duties. If it had been found that the gravel used for the streets had been bad, the fault was not the Inspector's. He would move that an extra sum of £10 be voted to Mr Whittet. bbox=[638, 120, 784, 292]
